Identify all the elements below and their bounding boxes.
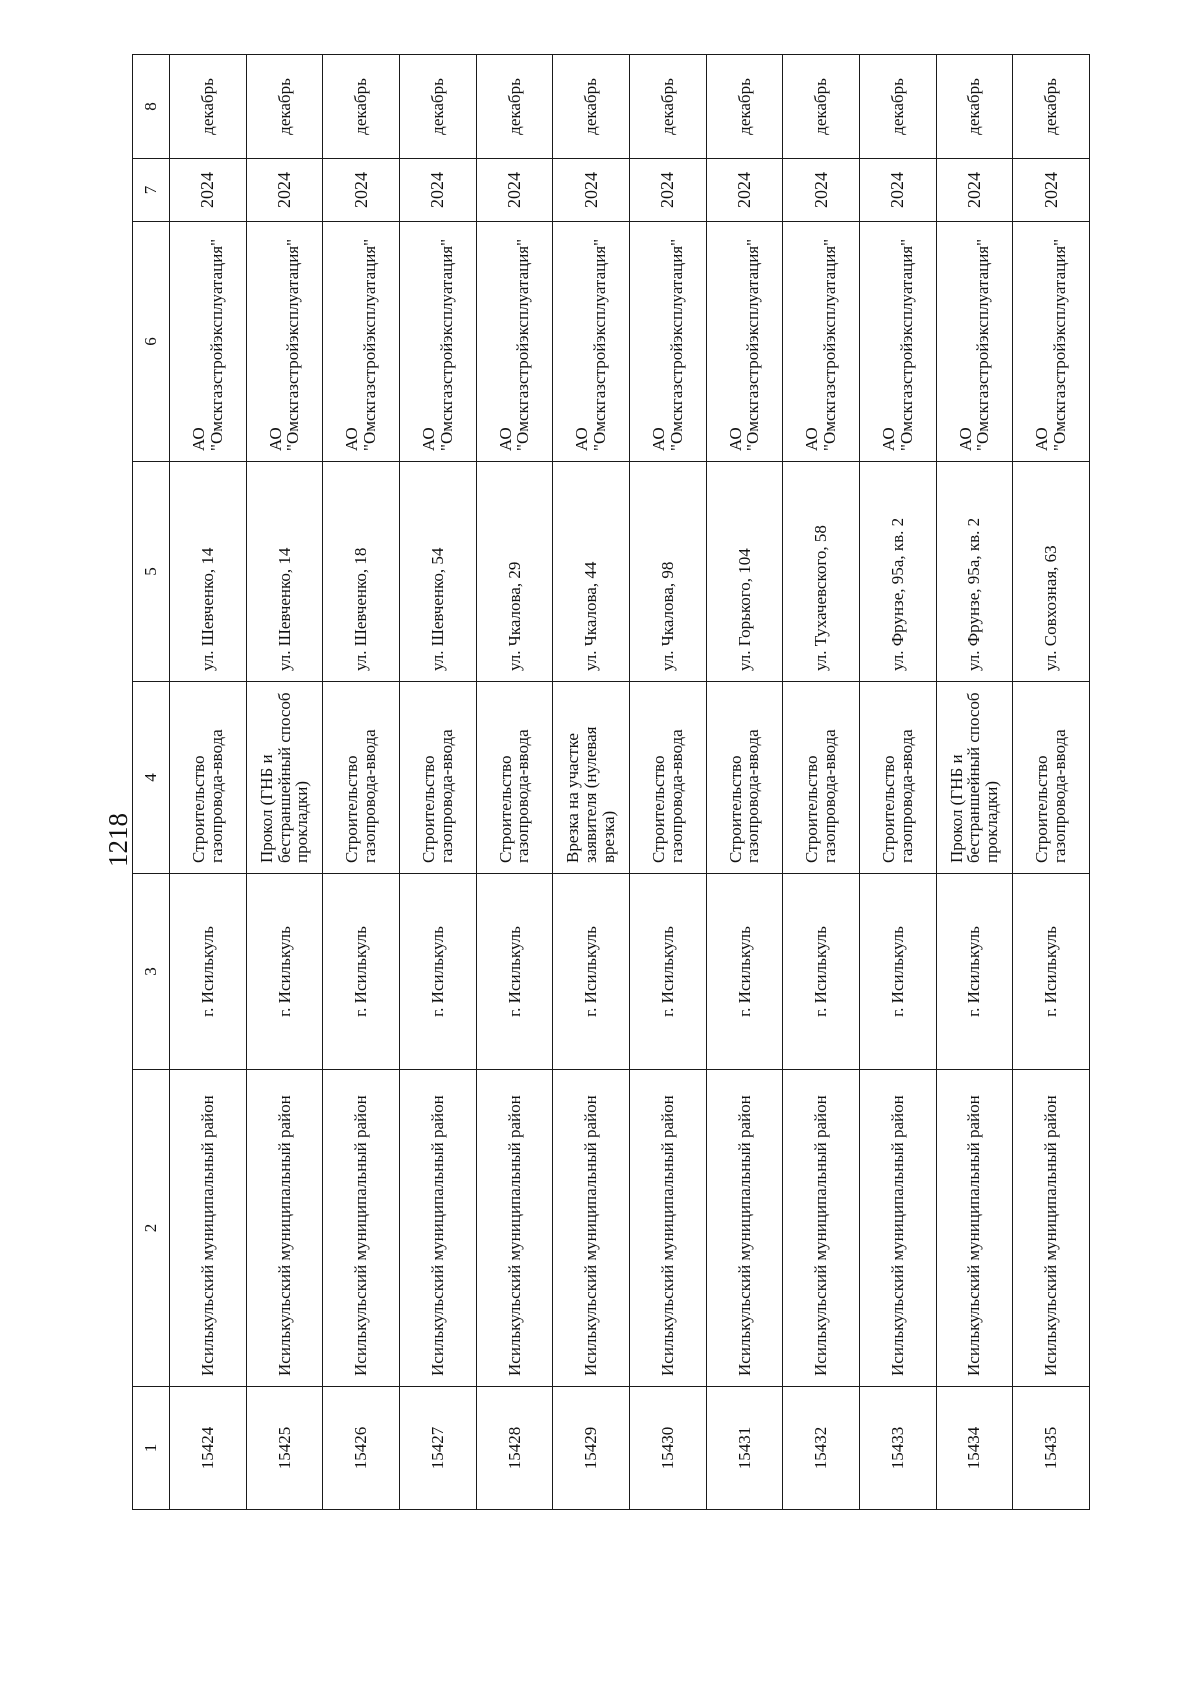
cell-address: ул. Совхозная, 63 <box>1013 462 1090 682</box>
cell-work-type: Прокол (ГНБ и бестраншейный способ прокладки) <box>936 682 1013 874</box>
cell-work-type: Врезка на участке заявителя (нулевая врезка) <box>553 682 630 874</box>
cell-year: 2024 <box>706 159 783 222</box>
cell-locality: г. Исилькуль <box>170 874 247 1070</box>
cell-locality: г. Исилькуль <box>936 874 1013 1070</box>
cell-district: Исилькульский муниципальный район <box>1013 1070 1090 1387</box>
cell-organization: АО "Омскгазстройэксплуатация" <box>783 222 860 462</box>
cell-address: ул. Фрунзе, 95а, кв. 2 <box>859 462 936 682</box>
cell-address: ул. Чкалова, 98 <box>629 462 706 682</box>
cell-year: 2024 <box>859 159 936 222</box>
cell-locality: г. Исилькуль <box>323 874 400 1070</box>
header-col-6: 6 <box>133 222 170 462</box>
cell-id: 15434 <box>936 1387 1013 1510</box>
table-row <box>323 55 400 1510</box>
table-row <box>783 55 860 1510</box>
page-number: 1218 <box>103 813 133 867</box>
cell-district: Исилькульский муниципальный район <box>399 1070 476 1387</box>
cell-year: 2024 <box>1013 159 1090 222</box>
cell-address: ул. Чкалова, 44 <box>553 462 630 682</box>
table-row <box>399 55 476 1510</box>
cell-district: Исилькульский муниципальный район <box>246 1070 323 1387</box>
rotated-table-wrapper <box>132 55 1090 1510</box>
cell-address: ул. Горького, 104 <box>706 462 783 682</box>
cell-year: 2024 <box>399 159 476 222</box>
cell-address: ул. Чкалова, 29 <box>476 462 553 682</box>
cell-locality: г. Исилькуль <box>246 874 323 1070</box>
cell-district: Исилькульский муниципальный район <box>170 1070 247 1387</box>
cell-locality: г. Исилькуль <box>859 874 936 1070</box>
cell-id: 15428 <box>476 1387 553 1510</box>
cell-id: 15430 <box>629 1387 706 1510</box>
cell-id: 15432 <box>783 1387 860 1510</box>
cell-month: декабрь <box>553 55 630 159</box>
table-row <box>170 55 247 1510</box>
cell-address: ул. Фрунзе, 95а, кв. 2 <box>936 462 1013 682</box>
cell-year: 2024 <box>170 159 247 222</box>
table-row <box>246 55 323 1510</box>
cell-work-type: Строительство газопровода-ввода <box>170 682 247 874</box>
cell-organization: АО "Омскгазстройэксплуатация" <box>399 222 476 462</box>
cell-month: декабрь <box>783 55 860 159</box>
table-row <box>706 55 783 1510</box>
cell-work-type: Строительство газопровода-ввода <box>1013 682 1090 874</box>
cell-address: ул. Шевченко, 14 <box>170 462 247 682</box>
cell-id: 15424 <box>170 1387 247 1510</box>
cell-work-type: Строительство газопровода-ввода <box>706 682 783 874</box>
cell-id: 15433 <box>859 1387 936 1510</box>
table-body <box>170 55 1090 1510</box>
cell-work-type: Строительство газопровода-ввода <box>783 682 860 874</box>
cell-year: 2024 <box>323 159 400 222</box>
cell-month: декабрь <box>323 55 400 159</box>
cell-work-type: Прокол (ГНБ и бестраншейный способ прокладки) <box>246 682 323 874</box>
cell-district: Исилькульский муниципальный район <box>553 1070 630 1387</box>
cell-address: ул. Шевченко, 18 <box>323 462 400 682</box>
cell-month: декабрь <box>246 55 323 159</box>
cell-id: 15431 <box>706 1387 783 1510</box>
header-col-5: 5 <box>133 462 170 682</box>
cell-year: 2024 <box>629 159 706 222</box>
cell-organization: АО "Омскгазстройэксплуатация" <box>323 222 400 462</box>
cell-locality: г. Исилькуль <box>399 874 476 1070</box>
gas-works-table <box>132 54 1090 1510</box>
cell-month: декабрь <box>936 55 1013 159</box>
cell-district: Исилькульский муниципальный район <box>323 1070 400 1387</box>
header-col-1: 1 <box>133 1387 170 1510</box>
cell-id: 15427 <box>399 1387 476 1510</box>
cell-month: декабрь <box>1013 55 1090 159</box>
cell-locality: г. Исилькуль <box>629 874 706 1070</box>
cell-district: Исилькульский муниципальный район <box>783 1070 860 1387</box>
cell-locality: г. Исилькуль <box>706 874 783 1070</box>
header-col-3: 3 <box>133 874 170 1070</box>
cell-month: декабрь <box>476 55 553 159</box>
table-row <box>859 55 936 1510</box>
cell-year: 2024 <box>476 159 553 222</box>
cell-id: 15425 <box>246 1387 323 1510</box>
cell-id: 15435 <box>1013 1387 1090 1510</box>
cell-district: Исилькульский муниципальный район <box>936 1070 1013 1387</box>
cell-year: 2024 <box>936 159 1013 222</box>
cell-organization: АО "Омскгазстройэксплуатация" <box>1013 222 1090 462</box>
header-col-7: 7 <box>133 159 170 222</box>
cell-id: 15429 <box>553 1387 630 1510</box>
cell-district: Исилькульский муниципальный район <box>476 1070 553 1387</box>
header-row <box>133 55 170 1510</box>
cell-month: декабрь <box>170 55 247 159</box>
cell-address: ул. Шевченко, 14 <box>246 462 323 682</box>
cell-organization: АО "Омскгазстройэксплуатация" <box>476 222 553 462</box>
cell-month: декабрь <box>629 55 706 159</box>
cell-organization: АО "Омскгазстройэксплуатация" <box>553 222 630 462</box>
table-row <box>629 55 706 1510</box>
table-row <box>936 55 1013 1510</box>
cell-month: декабрь <box>706 55 783 159</box>
cell-organization: АО "Омскгазстройэксплуатация" <box>859 222 936 462</box>
cell-organization: АО "Омскгазстройэксплуатация" <box>170 222 247 462</box>
header-col-4: 4 <box>133 682 170 874</box>
cell-district: Исилькульский муниципальный район <box>629 1070 706 1387</box>
cell-locality: г. Исилькуль <box>476 874 553 1070</box>
cell-work-type: Строительство газопровода-ввода <box>399 682 476 874</box>
cell-locality: г. Исилькуль <box>553 874 630 1070</box>
cell-address: ул. Тухачевского, 58 <box>783 462 860 682</box>
header-col-2: 2 <box>133 1070 170 1387</box>
cell-year: 2024 <box>246 159 323 222</box>
cell-month: декабрь <box>859 55 936 159</box>
cell-month: декабрь <box>399 55 476 159</box>
cell-organization: АО "Омскгазстройэксплуатация" <box>629 222 706 462</box>
cell-year: 2024 <box>783 159 860 222</box>
cell-work-type: Строительство газопровода-ввода <box>859 682 936 874</box>
cell-organization: АО "Омскгазстройэксплуатация" <box>246 222 323 462</box>
table-row <box>1013 55 1090 1510</box>
table-row <box>476 55 553 1510</box>
cell-organization: АО "Омскгазстройэксплуатация" <box>706 222 783 462</box>
header-col-8: 8 <box>133 55 170 159</box>
table-row <box>553 55 630 1510</box>
cell-year: 2024 <box>553 159 630 222</box>
cell-work-type: Строительство газопровода-ввода <box>629 682 706 874</box>
cell-locality: г. Исилькуль <box>1013 874 1090 1070</box>
cell-work-type: Строительство газопровода-ввода <box>323 682 400 874</box>
cell-address: ул. Шевченко, 54 <box>399 462 476 682</box>
cell-locality: г. Исилькуль <box>783 874 860 1070</box>
cell-district: Исилькульский муниципальный район <box>859 1070 936 1387</box>
cell-work-type: Строительство газопровода-ввода <box>476 682 553 874</box>
cell-district: Исилькульский муниципальный район <box>706 1070 783 1387</box>
cell-organization: АО "Омскгазстройэксплуатация" <box>936 222 1013 462</box>
cell-id: 15426 <box>323 1387 400 1510</box>
